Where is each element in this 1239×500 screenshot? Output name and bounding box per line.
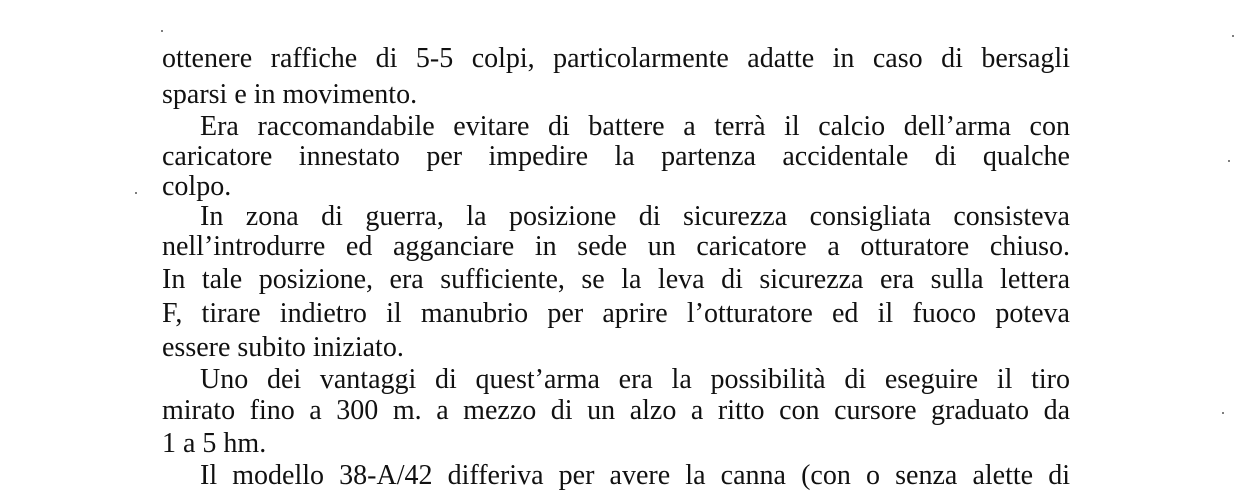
text-line: In zona di guerra, la posizione di sicurezza consigliata consisteva [200, 201, 1070, 232]
text-line: ottenere raffiche di 5-5 colpi, particolarmente adatte in caso di bersagli [162, 43, 1070, 74]
text-line: sparsi e in movimento. [162, 79, 418, 110]
text-line: Era raccomandabile evitare di battere a terrà il calcio dell’arma con [200, 111, 1070, 142]
scan-speck [1228, 160, 1230, 162]
scan-speck [1232, 35, 1234, 37]
scan-speck [161, 30, 163, 32]
scan-speck [1222, 412, 1224, 414]
text-line: essere subito iniziato. [162, 332, 404, 363]
scan-speck [135, 192, 137, 194]
text-line: colpo. [162, 171, 232, 202]
text-line: In tale posizione, era sufficiente, se la leva di sicurezza era sulla lettera [162, 264, 1070, 295]
text-line: caricatore innestato per impedire la partenza accidentale di qualche [162, 141, 1070, 172]
text-line: mirato fino a 300 m. a mezzo di un alzo a ritto con cursore graduato da [162, 395, 1070, 426]
text-line: F, tirare indietro il manubrio per aprire l’otturatore ed il fuoco poteva [162, 298, 1070, 329]
text-line: Uno dei vantaggi di quest’arma era la possibilità di eseguire il tiro [200, 364, 1070, 395]
text-line: Il modello 38-A/42 differiva per avere la canna (con o senza alette di [200, 460, 1070, 491]
text-line: nell’introdurre ed agganciare in sede un caricatore a otturatore chiuso. [162, 231, 1070, 262]
text-line: 1 a 5 hm. [162, 428, 267, 459]
